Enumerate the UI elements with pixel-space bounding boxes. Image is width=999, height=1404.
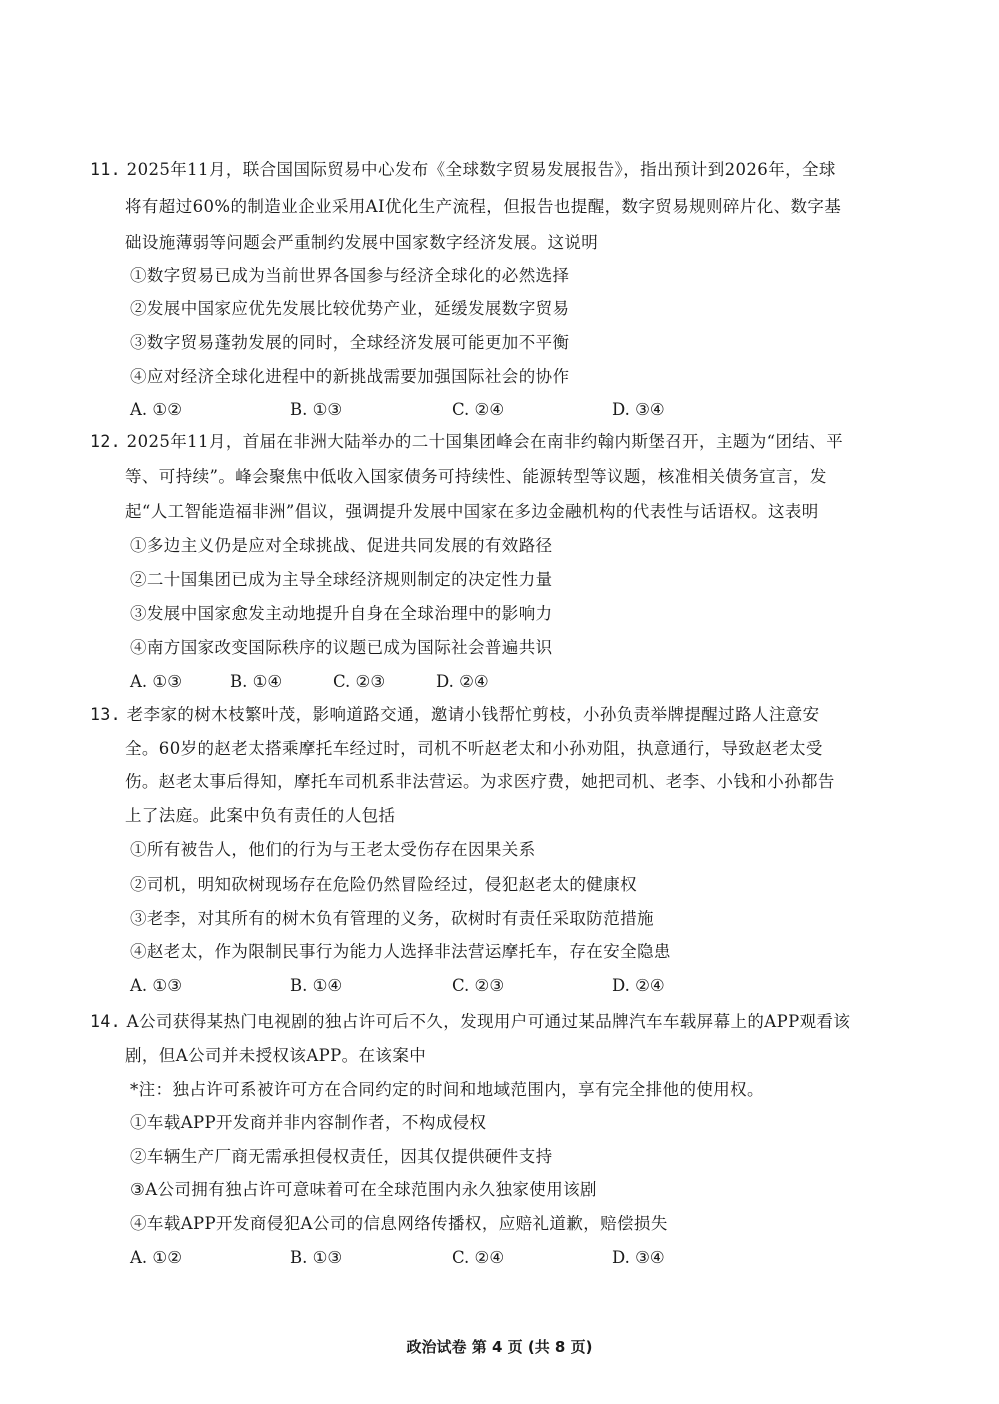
question-number: 14.: [90, 1012, 122, 1031]
option-line: ②车辆生产厂商无需承担侵权责任，因其仅提供硬件支持: [130, 1147, 553, 1166]
question-stem-line: 等、可持续”。峰会聚焦中低收入国家债务可持续性、能源转型等议题，核准相关债务宣言，发: [125, 467, 827, 486]
question-stem-line: 起“人工智能造福非洲”倡议，强调提升发展中国家在多边金融机构的代表性与话语权。这表明: [125, 502, 819, 521]
question-stem-line: 14. A公司获得某热门电视剧的独占许可后不久，发现用户可通过某品牌汽车车载屏幕上的APP观看该: [90, 1012, 851, 1031]
option-line: ④赵老太，作为限制民事行为能力人选择非法营运摩托车，存在安全隐患: [130, 942, 671, 961]
choice-d: D. ③④: [612, 400, 665, 419]
choice-a: A. ①②: [130, 1248, 182, 1267]
choice-d: D. ②④: [436, 672, 489, 691]
option-line: ③数字贸易蓬勃发展的同时，全球经济发展可能更加不平衡: [130, 333, 570, 352]
choice-c: C. ②③: [333, 672, 386, 691]
choice-c: C. ②③: [452, 976, 505, 995]
choice-a: A. ①②: [130, 400, 182, 419]
option-line: ③发展中国家愈发主动地提升自身在全球治理中的影响力: [130, 604, 553, 623]
question-stem-line: 础设施薄弱等问题会严重制约发展中国家数字经济发展。这说明: [125, 233, 599, 252]
choice-c: C. ②④: [452, 1248, 505, 1267]
question-stem-line: 11. 2025年11月，联合国国际贸易中心发布《全球数字贸易发展报告》，指出预计到2026年，全球: [90, 160, 836, 179]
page-footer: 政治试卷 第 4 页 (共 8 页): [406, 1338, 593, 1356]
question-stem-line: 上了法庭。此案中负有责任的人包括: [125, 806, 396, 825]
option-line: ④南方国家改变国际秩序的议题已成为国际社会普遍共识: [130, 638, 553, 657]
option-line: ③A公司拥有独占许可意味着可在全球范围内永久独家使用该剧: [130, 1180, 597, 1199]
choice-c: C. ②④: [452, 400, 505, 419]
choice-b: B. ①④: [230, 672, 283, 691]
question-stem-line: 全。60岁的赵老太搭乘摩托车经过时，司机不听赵老太和小孙劝阻，执意通行，导致赵老太受: [125, 739, 823, 758]
question-number: 13.: [90, 705, 122, 724]
option-line: ①所有被告人，他们的行为与王老太受伤存在因果关系: [130, 840, 536, 859]
choice-b: B. ①③: [290, 400, 343, 419]
option-line: ②司机，明知砍树现场存在危险仍然冒险经过，侵犯赵老太的健康权: [130, 875, 637, 894]
choice-a: A. ①③: [130, 976, 182, 995]
question-stem-line: 剧，但A公司并未授权该APP。在该案中: [125, 1046, 427, 1065]
question-number: 11.: [90, 160, 122, 179]
option-line: ①车载APP开发商并非内容制作者，不构成侵权: [130, 1113, 487, 1132]
option-line: ①数字贸易已成为当前世界各国参与经济全球化的必然选择: [130, 266, 570, 285]
question-number: 12.: [90, 432, 122, 451]
option-line: ②发展中国家应优先发展比较优势产业，延缓发展数字贸易: [130, 299, 570, 318]
question-note: *注：独占许可系被许可方在合同约定的时间和地域范围内，享有完全排他的使用权。: [130, 1080, 764, 1099]
option-line: ③老李，对其所有的树木负有管理的义务，砍树时有责任采取防范措施: [130, 909, 654, 928]
question-stem-line: 13. 老李家的树木枝繁叶茂，影响道路交通，邀请小钱帮忙剪枝，小孙负责举牌提醒过路人注意安: [90, 705, 820, 724]
option-line: ④车载APP开发商侵犯A公司的信息网络传播权，应赔礼道歉，赔偿损失: [130, 1214, 668, 1233]
option-line: ②二十国集团已成为主导全球经济规则制定的决定性力量: [130, 570, 553, 589]
question-stem-line: 伤。赵老太事后得知，摩托车司机系非法营运。为求医疗费，她把司机、老李、小钱和小孙都告: [125, 772, 835, 791]
choice-d: D. ③④: [612, 1248, 665, 1267]
choice-d: D. ②④: [612, 976, 665, 995]
choice-b: B. ①④: [290, 976, 343, 995]
question-stem-line: 将有超过60%的制造业企业采用AI优化生产流程，但报告也提醒，数字贸易规则碎片化、数字基: [125, 197, 842, 216]
choice-b: B. ①③: [290, 1248, 343, 1267]
option-line: ①多边主义仍是应对全球挑战、促进共同发展的有效路径: [130, 536, 553, 555]
question-stem-line: 12. 2025年11月，首届在非洲大陆举办的二十国集团峰会在南非约翰内斯堡召开，主题为“团结、平: [90, 432, 844, 451]
option-line: ④应对经济全球化进程中的新挑战需要加强国际社会的协作: [130, 367, 570, 386]
choice-a: A. ①③: [130, 672, 182, 691]
